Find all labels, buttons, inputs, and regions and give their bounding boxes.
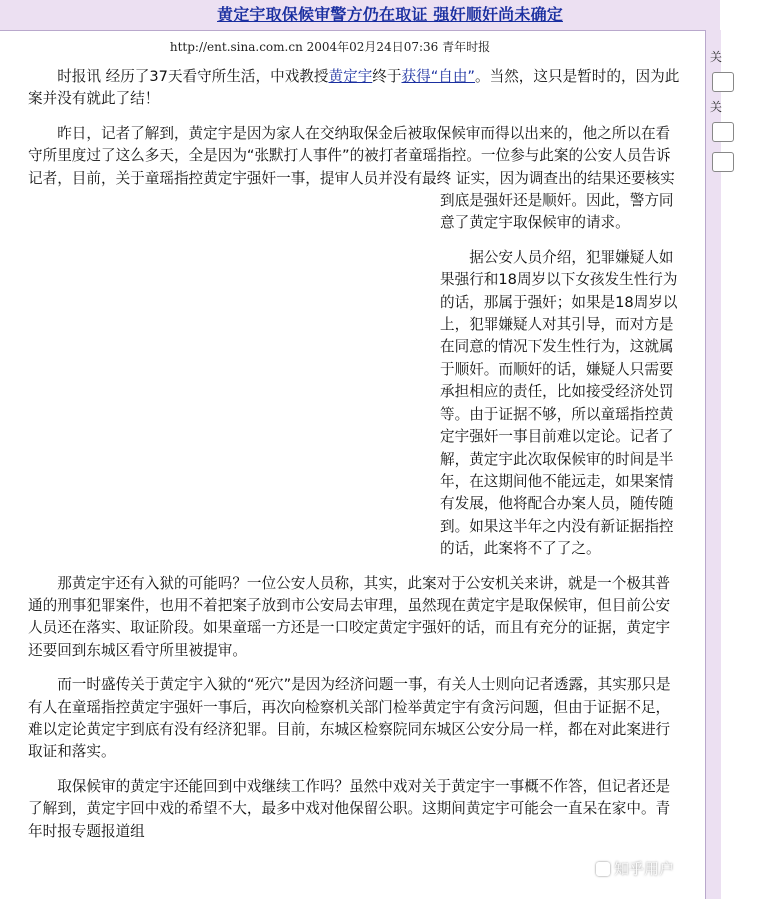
paragraph-1: 时报讯 经历了37天看守所生活，中戏教授黄定宇终于获得“自由”。当然，这只是暂时的，因为此案并没有就此了结！: [28, 68, 680, 108]
layout-float-spacer: [28, 190, 440, 550]
article-meta: [0, 38, 660, 55]
side-panel-input-2[interactable]: [712, 122, 734, 142]
side-panel-label-1: 关: [710, 50, 723, 64]
article-headline[interactable]: 黄定宇取保候审警方仍在取证 强奸顺奸尚未确定: [217, 5, 563, 24]
link-obtain-freedom[interactable]: 获得“自由”: [401, 68, 475, 85]
side-panel-button[interactable]: [712, 152, 734, 172]
paragraph-3: 据公安人员介绍，犯罪嫌疑人如果强行和18周岁以下女孩发生性行为的话，那属于强奸；如果是18周岁以上，犯罪嫌疑人对其引导，而对方是在同意的情况下发生性行为，这就属于顺奸。而顺奸的话，嫌疑人只需要承担相应的责任，比如接受经济处罚等。由于证据不够，所以童瑶指控黄定宇强奸一事目前难以定论。记者了解，黄定宇此次取保候审的时间是半年，在这期间他不能远走，如果案情有发展，他将配合办案人员，随传随到。如果这半年之内没有新证据指控的话，此案将不了了之。: [440, 248, 678, 558]
publish-date: 2004年02月24日07:36: [306, 40, 439, 54]
side-panel-label-2: 关: [710, 100, 723, 114]
zhihu-watermark: 知乎用户: [596, 858, 674, 879]
paragraph-4: 那黄定宇还有入狱的可能吗？一位公安人员称，其实，此案对于公安机关来讲，就是一个极其普通的刑事犯罪案件，也用不着把案子放到市公安局去审理，虽然现在黄定宇是取保候审，但目前公安人员还在落实、取证阶段。如果童瑶一方还是一口咬定黄定宇强奸的话，而且有充分的证据，黄定宇还要回到东城区看守所里被提审。: [28, 574, 671, 659]
zhihu-logo-icon: [596, 862, 610, 876]
link-huang-dingyu[interactable]: 黄定宇: [328, 68, 373, 85]
side-panel: [705, 30, 721, 899]
publisher-name: 青年时报: [442, 40, 491, 54]
paragraph-2: 昨日，记者了解到，黄定宇是因为家人在交纳取保金后被取保候审而得以出来的，他之所以在看守所里度过了这么多天，全是因为“张默打人事件”的被打者童瑶指控。一位参与此案的公安人员告诉记者，目前，关于童瑶指控黄定宇强奸一事，提审人员并没 有最终 证实，因为调查出的结果还要核实到底是强奸还是顺奸。因此，警方同意了黄定宇取保候审的请求。: [28, 123, 684, 235]
paragraph-6: 取保候审的黄定宇还能回到中戏继续工作吗？虽然中戏对关于黄定宇一事概不作答，但记者还是了解到，黄定宇回中戏的希望不大，最多中戏对他保留公职。这期间黄定宇可能会一直呆在家中。青年时报专题报道组: [28, 777, 671, 840]
source-url: http://ent.sina.com.cn: [169, 40, 303, 54]
paragraph-5: 而一时盛传关于黄定宇入狱的“死穴”是因为经济问题一事，有关人士则向记者透露，其实那只是有人在童瑶指控黄定宇强奸一事后，再次向检察机关部门检举黄定宇有贪污问题，但由于证据不足，难以定论黄定宇到底有没有经济犯罪。目前，东城区检察院同东城区公安分局一样，都在对此案进行取证和落实。: [28, 676, 671, 761]
frame-divider: [0, 30, 705, 31]
side-panel-input-1[interactable]: [712, 72, 734, 92]
article-body: [28, 66, 684, 855]
